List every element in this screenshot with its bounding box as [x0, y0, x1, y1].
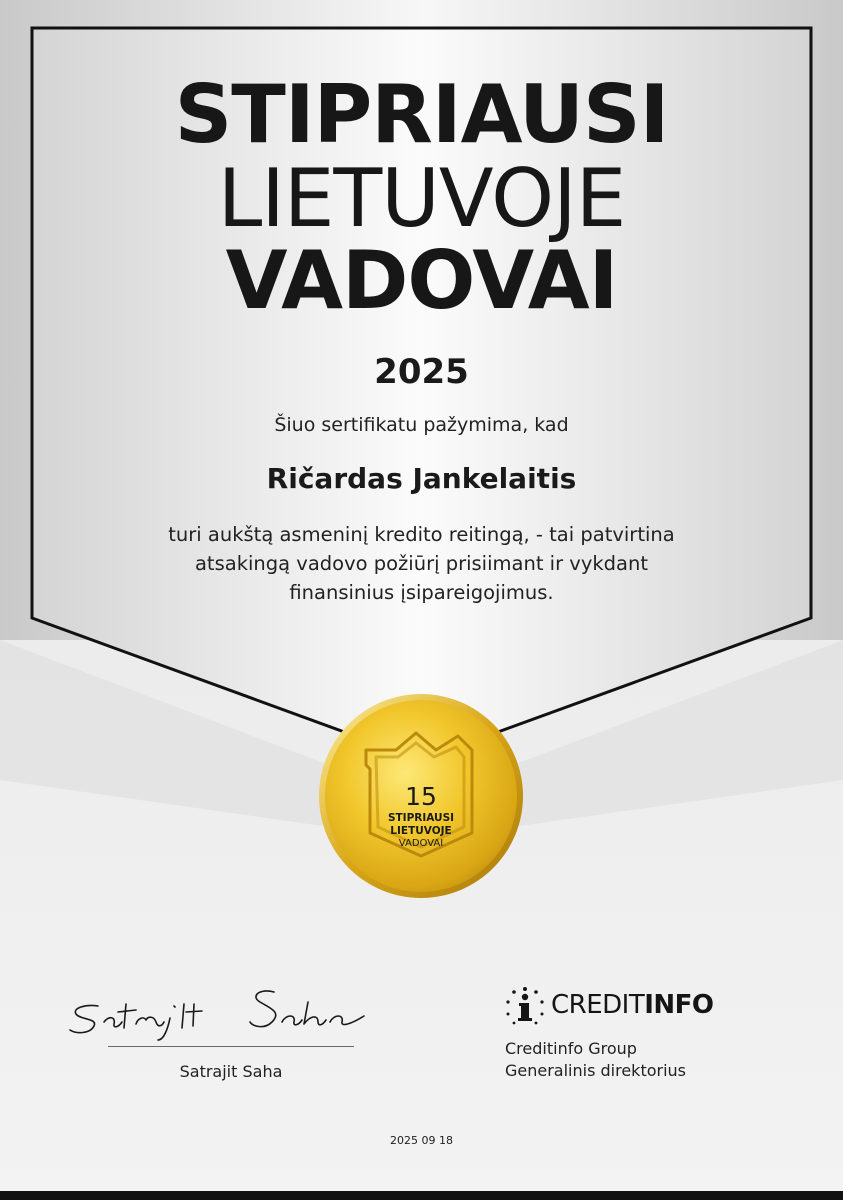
gold-seal [318, 693, 524, 899]
seal-number: 15 [405, 782, 437, 811]
issue-date: 2025 09 18 [390, 1134, 453, 1147]
title-line-1: STIPRIAUSI [174, 68, 669, 161]
certification-intro: Šiuo sertifikatu pažymima, kad [274, 414, 569, 436]
statement-line-3: finansinius įsipareigojimus. [289, 581, 554, 604]
creditinfo-wordmark [551, 990, 714, 1020]
seal-line-3: VADOVAI [398, 838, 444, 849]
award-year: 2025 [374, 352, 469, 392]
seal-line-2: LIETUVOJE [390, 825, 452, 837]
statement-line-1: turi aukštą asmeninį kredito reitingą, - tai patvirtina [168, 523, 675, 546]
issuer-position: Generalinis direktorius [505, 1061, 687, 1080]
info-i-icon [505, 986, 545, 1026]
title-line-2: LIETUVOJE [217, 152, 626, 245]
issuer-details [505, 1038, 686, 1082]
wordmark-bold: INFO [644, 990, 714, 1020]
statement-line-2: atsakingą vadovo požiūrį prisiimant ir vykdant [194, 552, 648, 575]
issuer-organization: Creditinfo Group [505, 1039, 637, 1058]
signature-line [108, 1046, 354, 1047]
recipient-name: Ričardas Jankelaitis [266, 462, 577, 495]
title-line-3: VADOVAI [225, 234, 618, 327]
bottom-bar [0, 1191, 843, 1200]
certification-statement [140, 520, 703, 607]
wordmark-light: CREDIT [551, 990, 645, 1020]
seal-line-1: STIPRIAUSI [387, 812, 455, 824]
signer-name: Satrajit Saha [179, 1062, 283, 1081]
handwritten-signature [64, 982, 374, 1042]
